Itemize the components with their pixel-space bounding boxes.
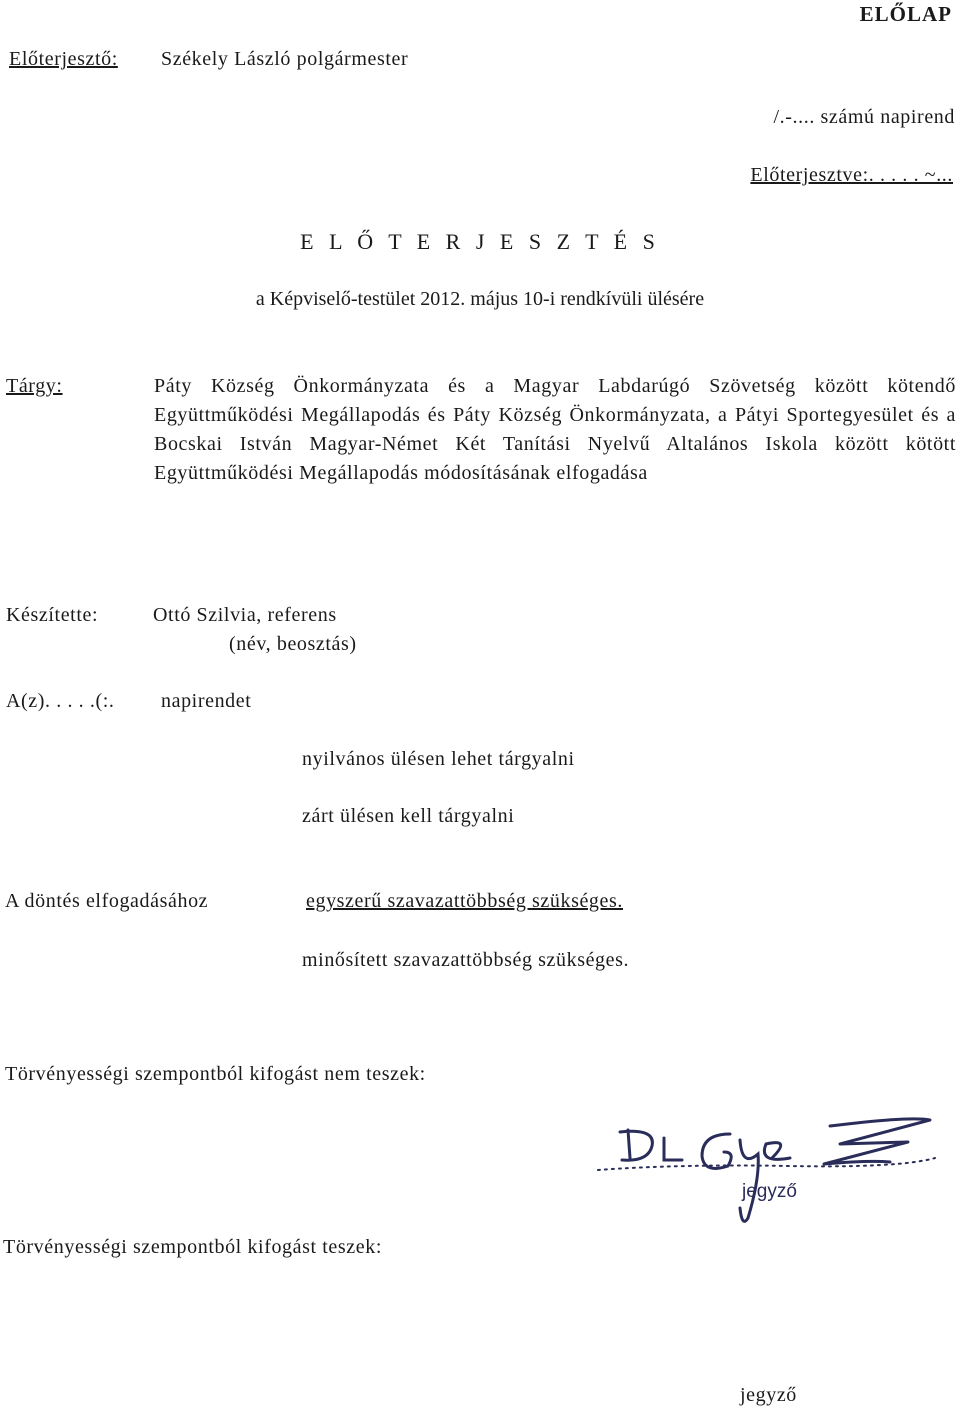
agenda-number: /.-.... számú napirend: [773, 106, 955, 128]
subject-label: Tárgy:: [6, 375, 63, 397]
legality-no-objection: Törvényességi szempontból kifogást nem teszek:: [5, 1063, 426, 1085]
proposer-value: Székely László polgármester: [161, 48, 409, 70]
agenda-item-value: napirendet: [161, 690, 252, 712]
prepared-by-note: (név, beosztás): [229, 633, 357, 655]
prepared-by-value: Ottó Szilvia, referens: [153, 604, 337, 626]
form-type-label: ELŐLAP: [859, 2, 952, 26]
signature-image: [590, 1108, 940, 1228]
submitted-date: Előterjesztve:. . . . . ~...: [750, 164, 953, 186]
document-title: E L Ő T E R J E S Z T É S: [300, 229, 660, 254]
decision-label: A döntés elfogadásához: [5, 890, 209, 912]
option-closed-session: zárt ülésen kell tárgyalni: [302, 805, 515, 827]
option-public-session: nyilvános ülésen lehet tárgyalni: [302, 748, 575, 770]
notary-label: jegyző: [740, 1384, 797, 1406]
legality-objection: Törvényességi szempontból kifogást teszek:: [3, 1236, 382, 1258]
option-qualified-majority: minősített szavazattöbbség szükséges.: [302, 949, 630, 971]
prepared-by-label: Készítette:: [6, 604, 99, 626]
option-simple-majority: egyszerű szavazattöbbség szükséges.: [306, 890, 623, 912]
subject-text: Páty Község Önkormányzata és a Magyar Labdarúgó Szövetség között kötendő Együttműködési Megállapodás és Páty Község Önkormányzata, a Pátyi Sportegyesület és a Bocskai István Magyar-Német Két Tanítási Nyelvű Altalános Iskola között kötött Együttműködési Megállapodás módosításának elfogadása: [154, 375, 956, 484]
proposer-label: Előterjesztő:: [9, 48, 118, 70]
agenda-item-label: A(z). . . . .(:.: [6, 690, 115, 712]
notary-signature-label: jegyző: [742, 1181, 797, 1202]
document-subtitle: a Képviselő-testület 2012. május 10-i rendkívüli ülésére: [255, 288, 705, 310]
